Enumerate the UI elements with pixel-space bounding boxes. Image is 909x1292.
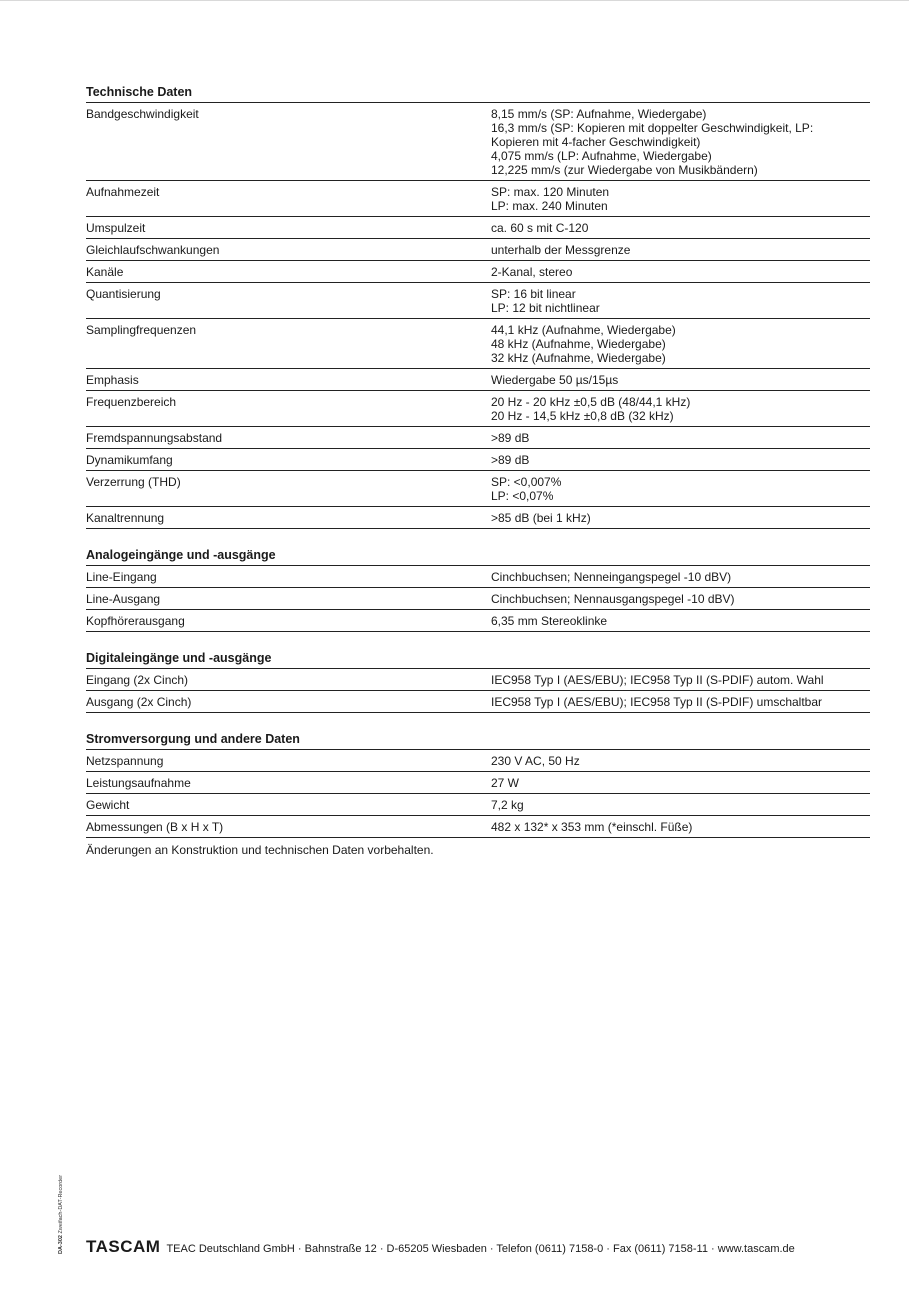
spec-value-line: 2-Kanal, stereo xyxy=(491,265,573,279)
spec-value-line: Wiedergabe 50 µs/15µs xyxy=(491,373,619,387)
side-label xyxy=(58,1175,64,1254)
spec-value xyxy=(491,776,870,790)
spec-row xyxy=(86,750,870,772)
spec-label: Ausgang (2x Cinch) xyxy=(86,695,192,709)
spec-value xyxy=(491,511,870,525)
spec-value-line: ca. 60 s mit C-120 xyxy=(491,221,589,235)
spec-value-line: 6,35 mm Stereoklinke xyxy=(491,614,608,628)
spec-value xyxy=(491,592,870,606)
spec-value-line: 7,2 kg xyxy=(491,798,524,812)
spec-value xyxy=(491,798,870,812)
spec-table xyxy=(86,669,870,713)
section-gap xyxy=(86,529,870,547)
spec-value xyxy=(491,475,870,503)
spec-label: Gleichlaufschwankungen xyxy=(86,243,220,257)
spec-table xyxy=(86,566,870,632)
spec-value xyxy=(491,221,870,235)
footer-address: TEAC Deutschland GmbH · Bahnstraße 12 · D-65205 Wiesbaden · Telefon (0611) 7158-0 · Fax (0611) 7158-11 · www.tascam.de xyxy=(166,1243,795,1255)
page-footer xyxy=(86,1237,795,1257)
spec-value xyxy=(491,107,870,177)
spec-value xyxy=(491,695,870,709)
spec-row xyxy=(86,588,870,610)
spec-label: Samplingfrequenzen xyxy=(86,323,197,337)
spec-row xyxy=(86,103,870,181)
spec-value-line: 32 kHz (Aufnahme, Wiedergabe) xyxy=(491,351,666,365)
spec-value xyxy=(491,185,870,213)
spec-value-line: 48 kHz (Aufnahme, Wiedergabe) xyxy=(491,337,666,351)
spec-label: Abmessungen (B x H x T) xyxy=(86,820,224,834)
spec-value-line: 12,225 mm/s (zur Wiedergabe von Musikbändern) xyxy=(491,163,758,177)
spec-row xyxy=(86,283,870,319)
spec-value-line: 20 Hz - 14,5 kHz ±0,8 dB (32 kHz) xyxy=(491,409,674,423)
spec-value xyxy=(491,431,870,445)
spec-value xyxy=(491,265,870,279)
spec-label: Gewicht xyxy=(86,798,130,812)
spec-label: Kopfhörerausgang xyxy=(86,614,185,628)
spec-value xyxy=(491,820,870,834)
spec-row xyxy=(86,369,870,391)
spec-row xyxy=(86,772,870,794)
spec-row xyxy=(86,427,870,449)
spec-label: Kanäle xyxy=(86,265,124,279)
section-title: Digitaleingänge und -ausgänge xyxy=(86,650,870,669)
section-title: Technische Daten xyxy=(86,84,870,103)
spec-value xyxy=(491,570,870,584)
spec-value-line: >89 dB xyxy=(491,453,530,467)
spec-label: Line-Eingang xyxy=(86,570,157,584)
spec-value-line: >85 dB (bei 1 kHz) xyxy=(491,511,591,525)
spec-label: Quantisierung xyxy=(86,287,161,301)
section-gap xyxy=(86,632,870,650)
spec-value-line: 8,15 mm/s (SP: Aufnahme, Wiedergabe) xyxy=(491,107,707,121)
spec-row xyxy=(86,507,870,529)
spec-label: Dynamikumfang xyxy=(86,453,173,467)
spec-label: Eingang (2x Cinch) xyxy=(86,673,189,687)
spec-label: Emphasis xyxy=(86,373,139,387)
spec-row xyxy=(86,794,870,816)
spec-value-line: SP: max. 120 Minuten xyxy=(491,185,610,199)
section-title: Stromversorgung und andere Daten xyxy=(86,731,870,750)
spec-value xyxy=(491,673,870,687)
spec-value xyxy=(491,243,870,257)
spec-row xyxy=(86,261,870,283)
spec-value-line: 27 W xyxy=(491,776,520,790)
spec-content xyxy=(86,84,870,857)
spec-value-line: LP: max. 240 Minuten xyxy=(491,199,608,213)
spec-label: Frequenzbereich xyxy=(86,395,177,409)
spec-row xyxy=(86,181,870,217)
spec-value-line: IEC958 Typ I (AES/EBU); IEC958 Typ II (S-PDIF) umschaltbar xyxy=(491,695,823,709)
spec-value xyxy=(491,373,870,387)
spec-value-line: Kopieren mit 4-facher Geschwindigkeit) xyxy=(491,135,701,149)
spec-row xyxy=(86,391,870,427)
spec-value-line: 44,1 kHz (Aufnahme, Wiedergabe) xyxy=(491,323,676,337)
spec-value-line: SP: 16 bit linear xyxy=(491,287,576,301)
spec-value-line: Cinchbuchsen; Nenneingangspegel -10 dBV) xyxy=(491,570,732,584)
side-label-description: Zweifach-DAT-Recorder xyxy=(58,1174,64,1234)
spec-row xyxy=(86,217,870,239)
spec-label: Verzerrung (THD) xyxy=(86,475,181,489)
spec-label: Aufnahmezeit xyxy=(86,185,160,199)
spec-row xyxy=(86,566,870,588)
spec-value-line: LP: 12 bit nichtlinear xyxy=(491,301,600,315)
spec-label: Kanaltrennung xyxy=(86,511,165,525)
spec-value xyxy=(491,453,870,467)
section-title: Analogeingänge und -ausgänge xyxy=(86,547,870,566)
spec-value-line: Cinchbuchsen; Nennausgangspegel -10 dBV) xyxy=(491,592,735,606)
spec-value xyxy=(491,323,870,365)
spec-value-line: 20 Hz - 20 kHz ±0,5 dB (48/44,1 kHz) xyxy=(491,395,691,409)
spec-value-line: >89 dB xyxy=(491,431,530,445)
spec-row xyxy=(86,449,870,471)
spec-table xyxy=(86,750,870,838)
spec-label: Leistungsaufnahme xyxy=(86,776,191,790)
spec-value-line: LP: <0,07% xyxy=(491,489,554,503)
top-rule xyxy=(0,0,909,1)
spec-sections xyxy=(86,84,870,838)
spec-row xyxy=(86,239,870,261)
spec-row xyxy=(86,319,870,369)
spec-value xyxy=(491,287,870,315)
spec-value xyxy=(491,754,870,768)
spec-label: Bandgeschwindigkeit xyxy=(86,107,199,121)
spec-value-line: 482 x 132* x 353 mm (*einschl. Füße) xyxy=(491,820,693,834)
tascam-logo: TASCAM xyxy=(86,1237,161,1256)
disclaimer-note: Änderungen an Konstruktion und technischen Daten vorbehalten. xyxy=(86,843,434,857)
spec-value-line: SP: <0,007% xyxy=(491,475,562,489)
spec-value-line: 230 V AC, 50 Hz xyxy=(491,754,580,768)
spec-value xyxy=(491,395,870,423)
spec-row xyxy=(86,471,870,507)
spec-row xyxy=(86,610,870,632)
spec-label: Umspulzeit xyxy=(86,221,146,235)
spec-row xyxy=(86,691,870,713)
spec-row xyxy=(86,816,870,838)
spec-value xyxy=(491,614,870,628)
spec-table xyxy=(86,103,870,529)
section-gap xyxy=(86,713,870,731)
spec-value-line: 16,3 mm/s (SP: Kopieren mit doppelter Geschwindigkeit, LP: xyxy=(491,121,814,135)
side-label-model: DA-302 xyxy=(58,1235,64,1254)
spec-value-line: unterhalb der Messgrenze xyxy=(491,243,631,257)
spec-value-line: 4,075 mm/s (LP: Aufnahme, Wiedergabe) xyxy=(491,149,712,163)
spec-row xyxy=(86,669,870,691)
spec-label: Line-Ausgang xyxy=(86,592,161,606)
spec-label: Netzspannung xyxy=(86,754,164,768)
spec-label: Fremdspannungsabstand xyxy=(86,431,223,445)
spec-value-line: IEC958 Typ I (AES/EBU); IEC958 Typ II (S-PDIF) autom. Wahl xyxy=(491,673,824,687)
